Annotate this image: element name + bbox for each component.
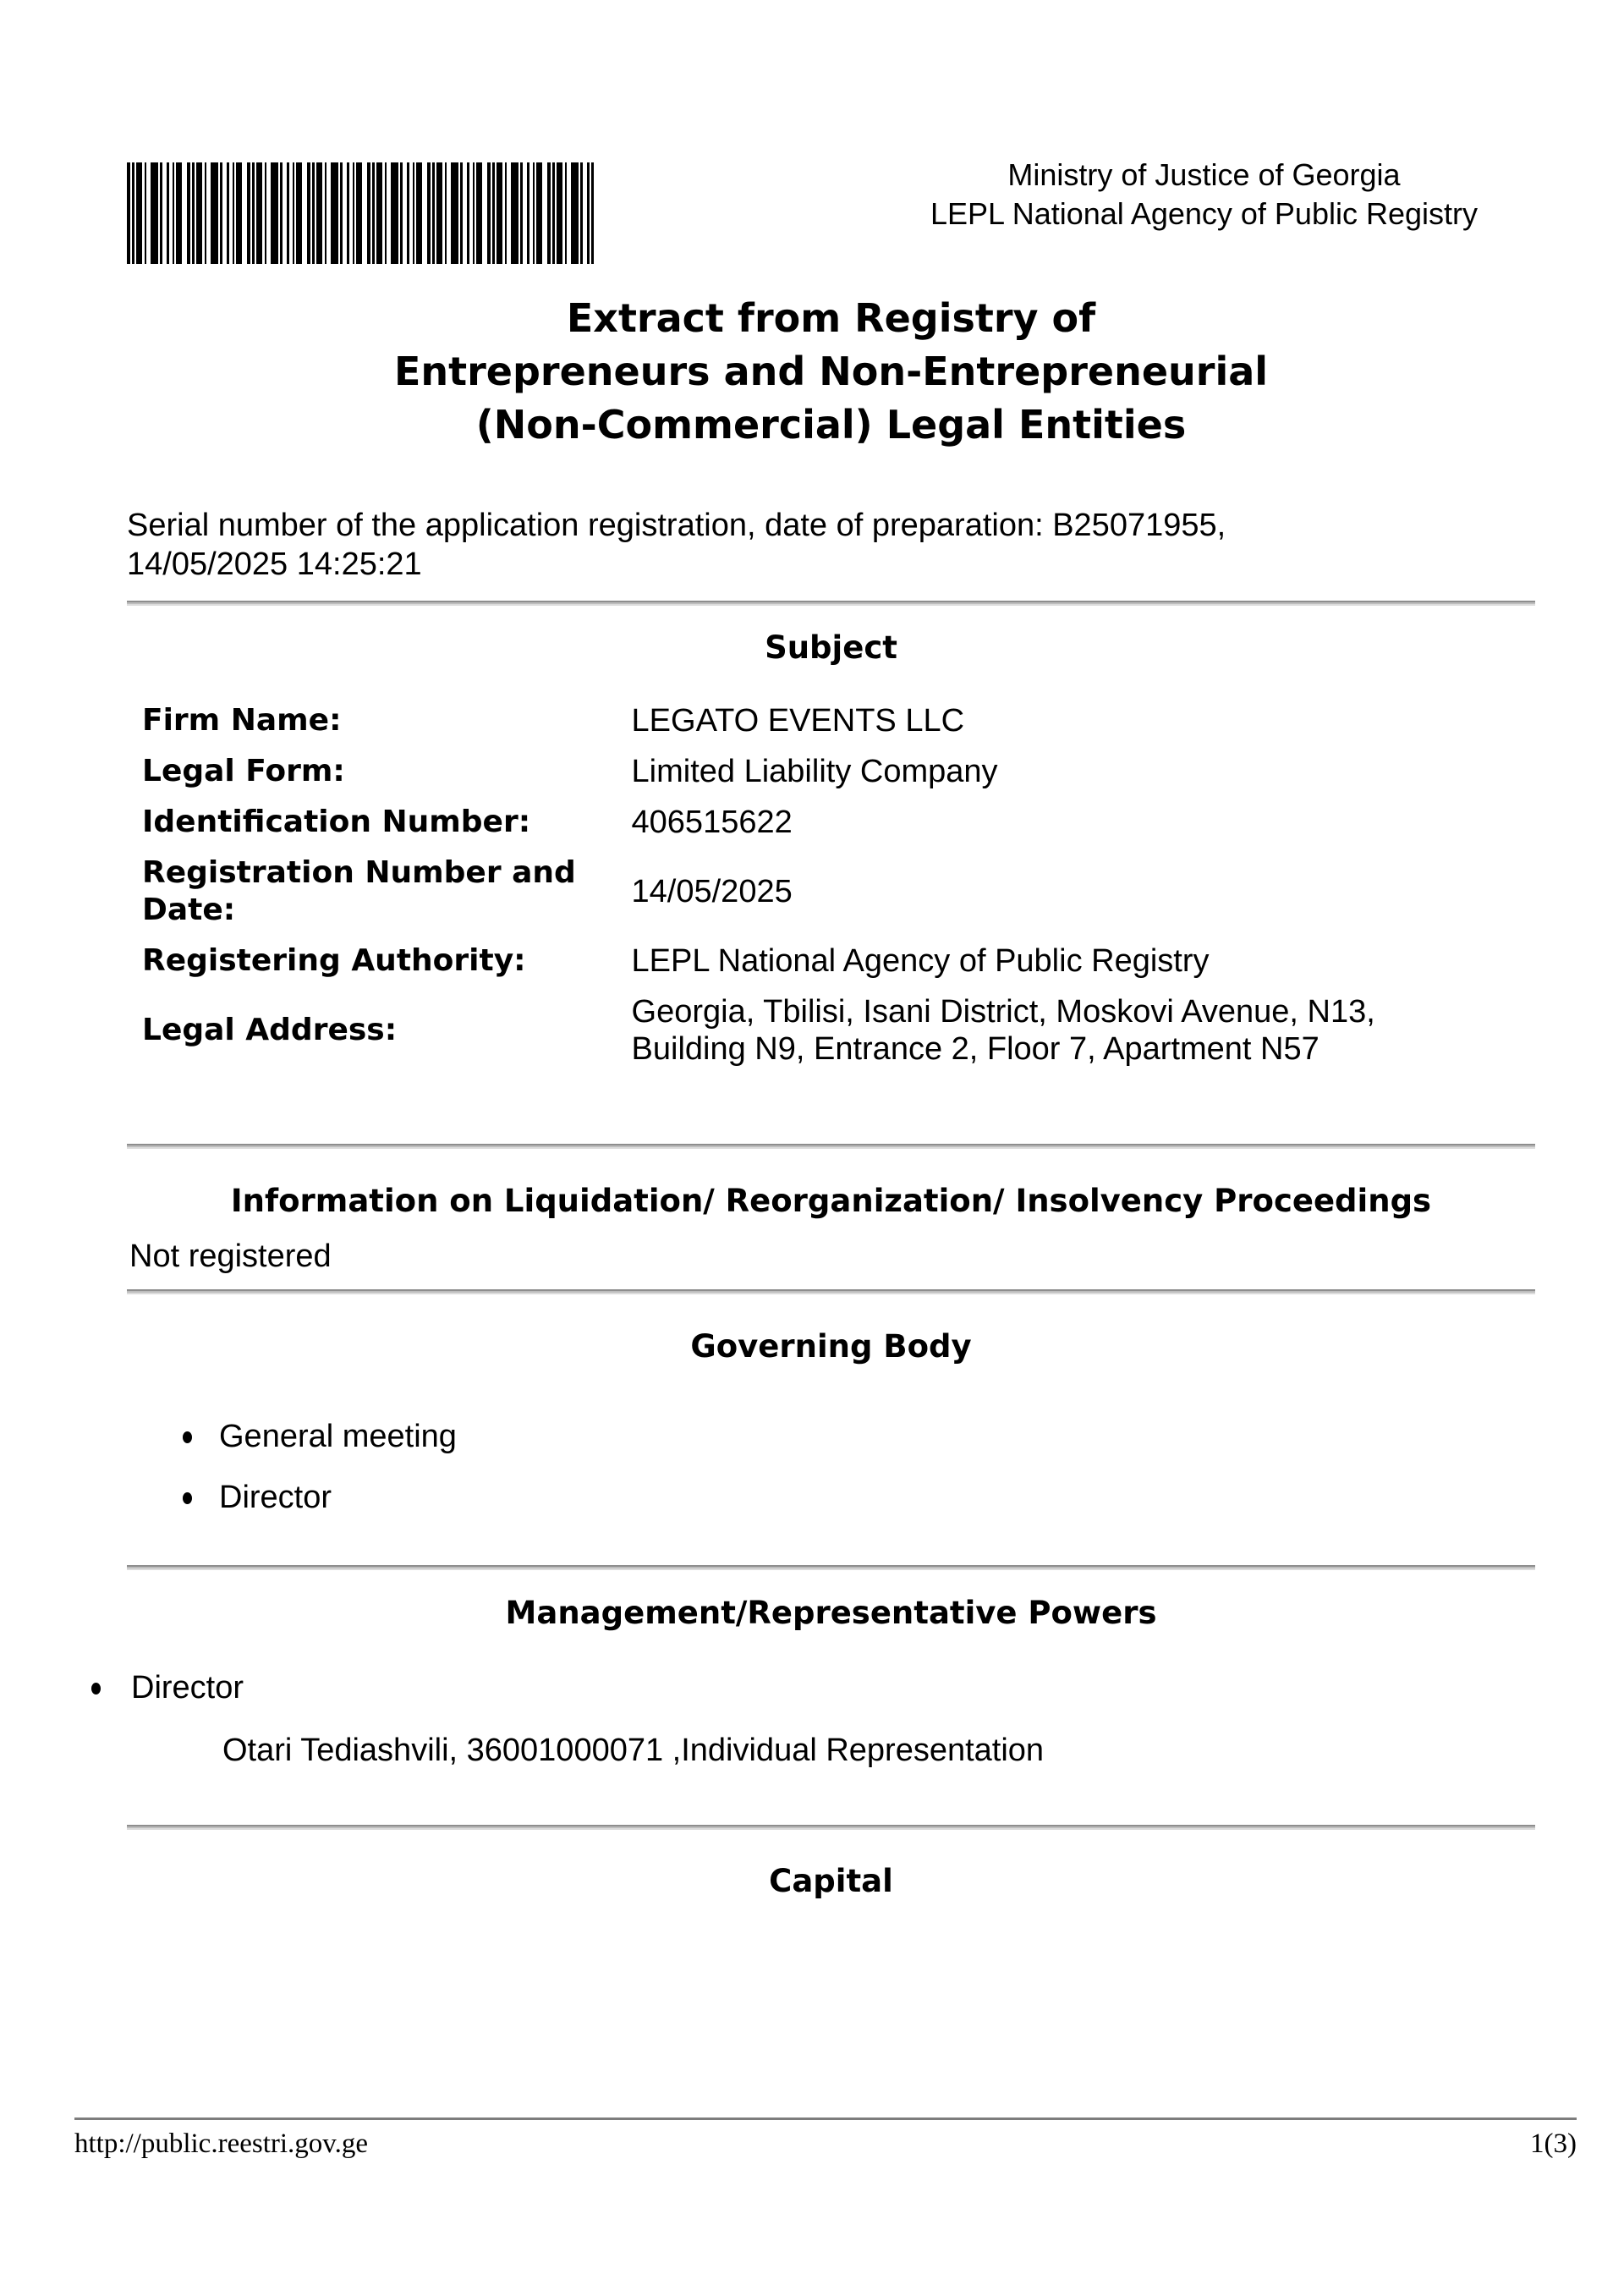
- field-value: 14/05/2025: [631, 874, 793, 909]
- table-row-legal-address: [141, 986, 1535, 1074]
- subject-table: [141, 695, 1535, 1074]
- governing-body-heading: Governing Body: [690, 1328, 972, 1365]
- capital-heading: Capital: [769, 1863, 893, 1899]
- governing-body-list: [127, 1418, 1535, 1516]
- serial-number-line: Serial number of the application registration, date of preparation: B25071955,: [127, 508, 1226, 543]
- table-row-registering-authority: [141, 936, 1535, 986]
- field-label: Legal Address:: [142, 1013, 398, 1047]
- field-value: LEGATO EVENTS LLC: [631, 703, 965, 739]
- issuing-agency-block: [930, 156, 1478, 233]
- registry-url: http://public.reestri.gov.ge: [74, 2128, 369, 2159]
- agency-name: LEPL National Agency of Public Registry: [930, 196, 1478, 231]
- page-footer: [74, 2117, 1577, 2161]
- field-label: Registering Authority:: [142, 943, 526, 978]
- field-label: Registration Number and Date:: [142, 855, 576, 927]
- table-row-firm-name: [141, 695, 1535, 746]
- management-heading: Management/Representative Powers: [505, 1595, 1157, 1631]
- ministry-name: Ministry of Justice of Georgia: [1007, 157, 1401, 192]
- table-row-legal-form: [141, 746, 1535, 797]
- section-divider: [127, 601, 1535, 606]
- management-list: [127, 1669, 1535, 1706]
- serial-number-paragraph: [127, 506, 1535, 584]
- document-body: [0, 292, 1624, 1902]
- field-value: 406515622: [631, 805, 793, 840]
- section-divider: [127, 1144, 1535, 1149]
- section-divider: [127, 1825, 1535, 1830]
- document-title-line: Extract from Registry of: [566, 295, 1096, 341]
- table-row-registration-date: [141, 848, 1535, 936]
- table-row-identification-number: [141, 797, 1535, 848]
- document-title: [127, 292, 1535, 452]
- barcode-image: [127, 162, 594, 264]
- field-label: Firm Name:: [142, 703, 342, 738]
- liquidation-status: Not registered: [129, 1239, 332, 1274]
- document-title-line: Entrepreneurs and Non-Entrepreneurial: [393, 349, 1269, 394]
- document-title-line: (Non-Commercial) Legal Entities: [475, 402, 1187, 448]
- director-detail: Otari Tediashvili, 36001000071 ,Individual Representation: [222, 1733, 1045, 1768]
- field-value: Limited Liability Company: [631, 754, 998, 789]
- section-divider: [127, 1565, 1535, 1570]
- field-label: Identification Number:: [142, 805, 531, 839]
- subject-heading: Subject: [765, 629, 897, 666]
- field-value: Georgia, Tbilisi, Isani District, Moskovi Avenue, N13, Building N9, Entrance 2, Floor 7, Apartment N57: [631, 994, 1375, 1067]
- liquidation-heading: Information on Liquidation/ Reorganization/ Insolvency Proceedings: [230, 1183, 1432, 1219]
- list-item-director: Director: [131, 1669, 1535, 1706]
- list-item: General meeting: [219, 1418, 1535, 1455]
- page-number: 1(3): [1530, 2128, 1577, 2159]
- section-divider: [127, 1289, 1535, 1294]
- preparation-datetime: 14/05/2025 14:25:21: [127, 547, 422, 582]
- list-item: Director: [219, 1479, 1535, 1516]
- field-label: Legal Form:: [142, 754, 345, 788]
- field-value: LEPL National Agency of Public Registry: [631, 943, 1210, 979]
